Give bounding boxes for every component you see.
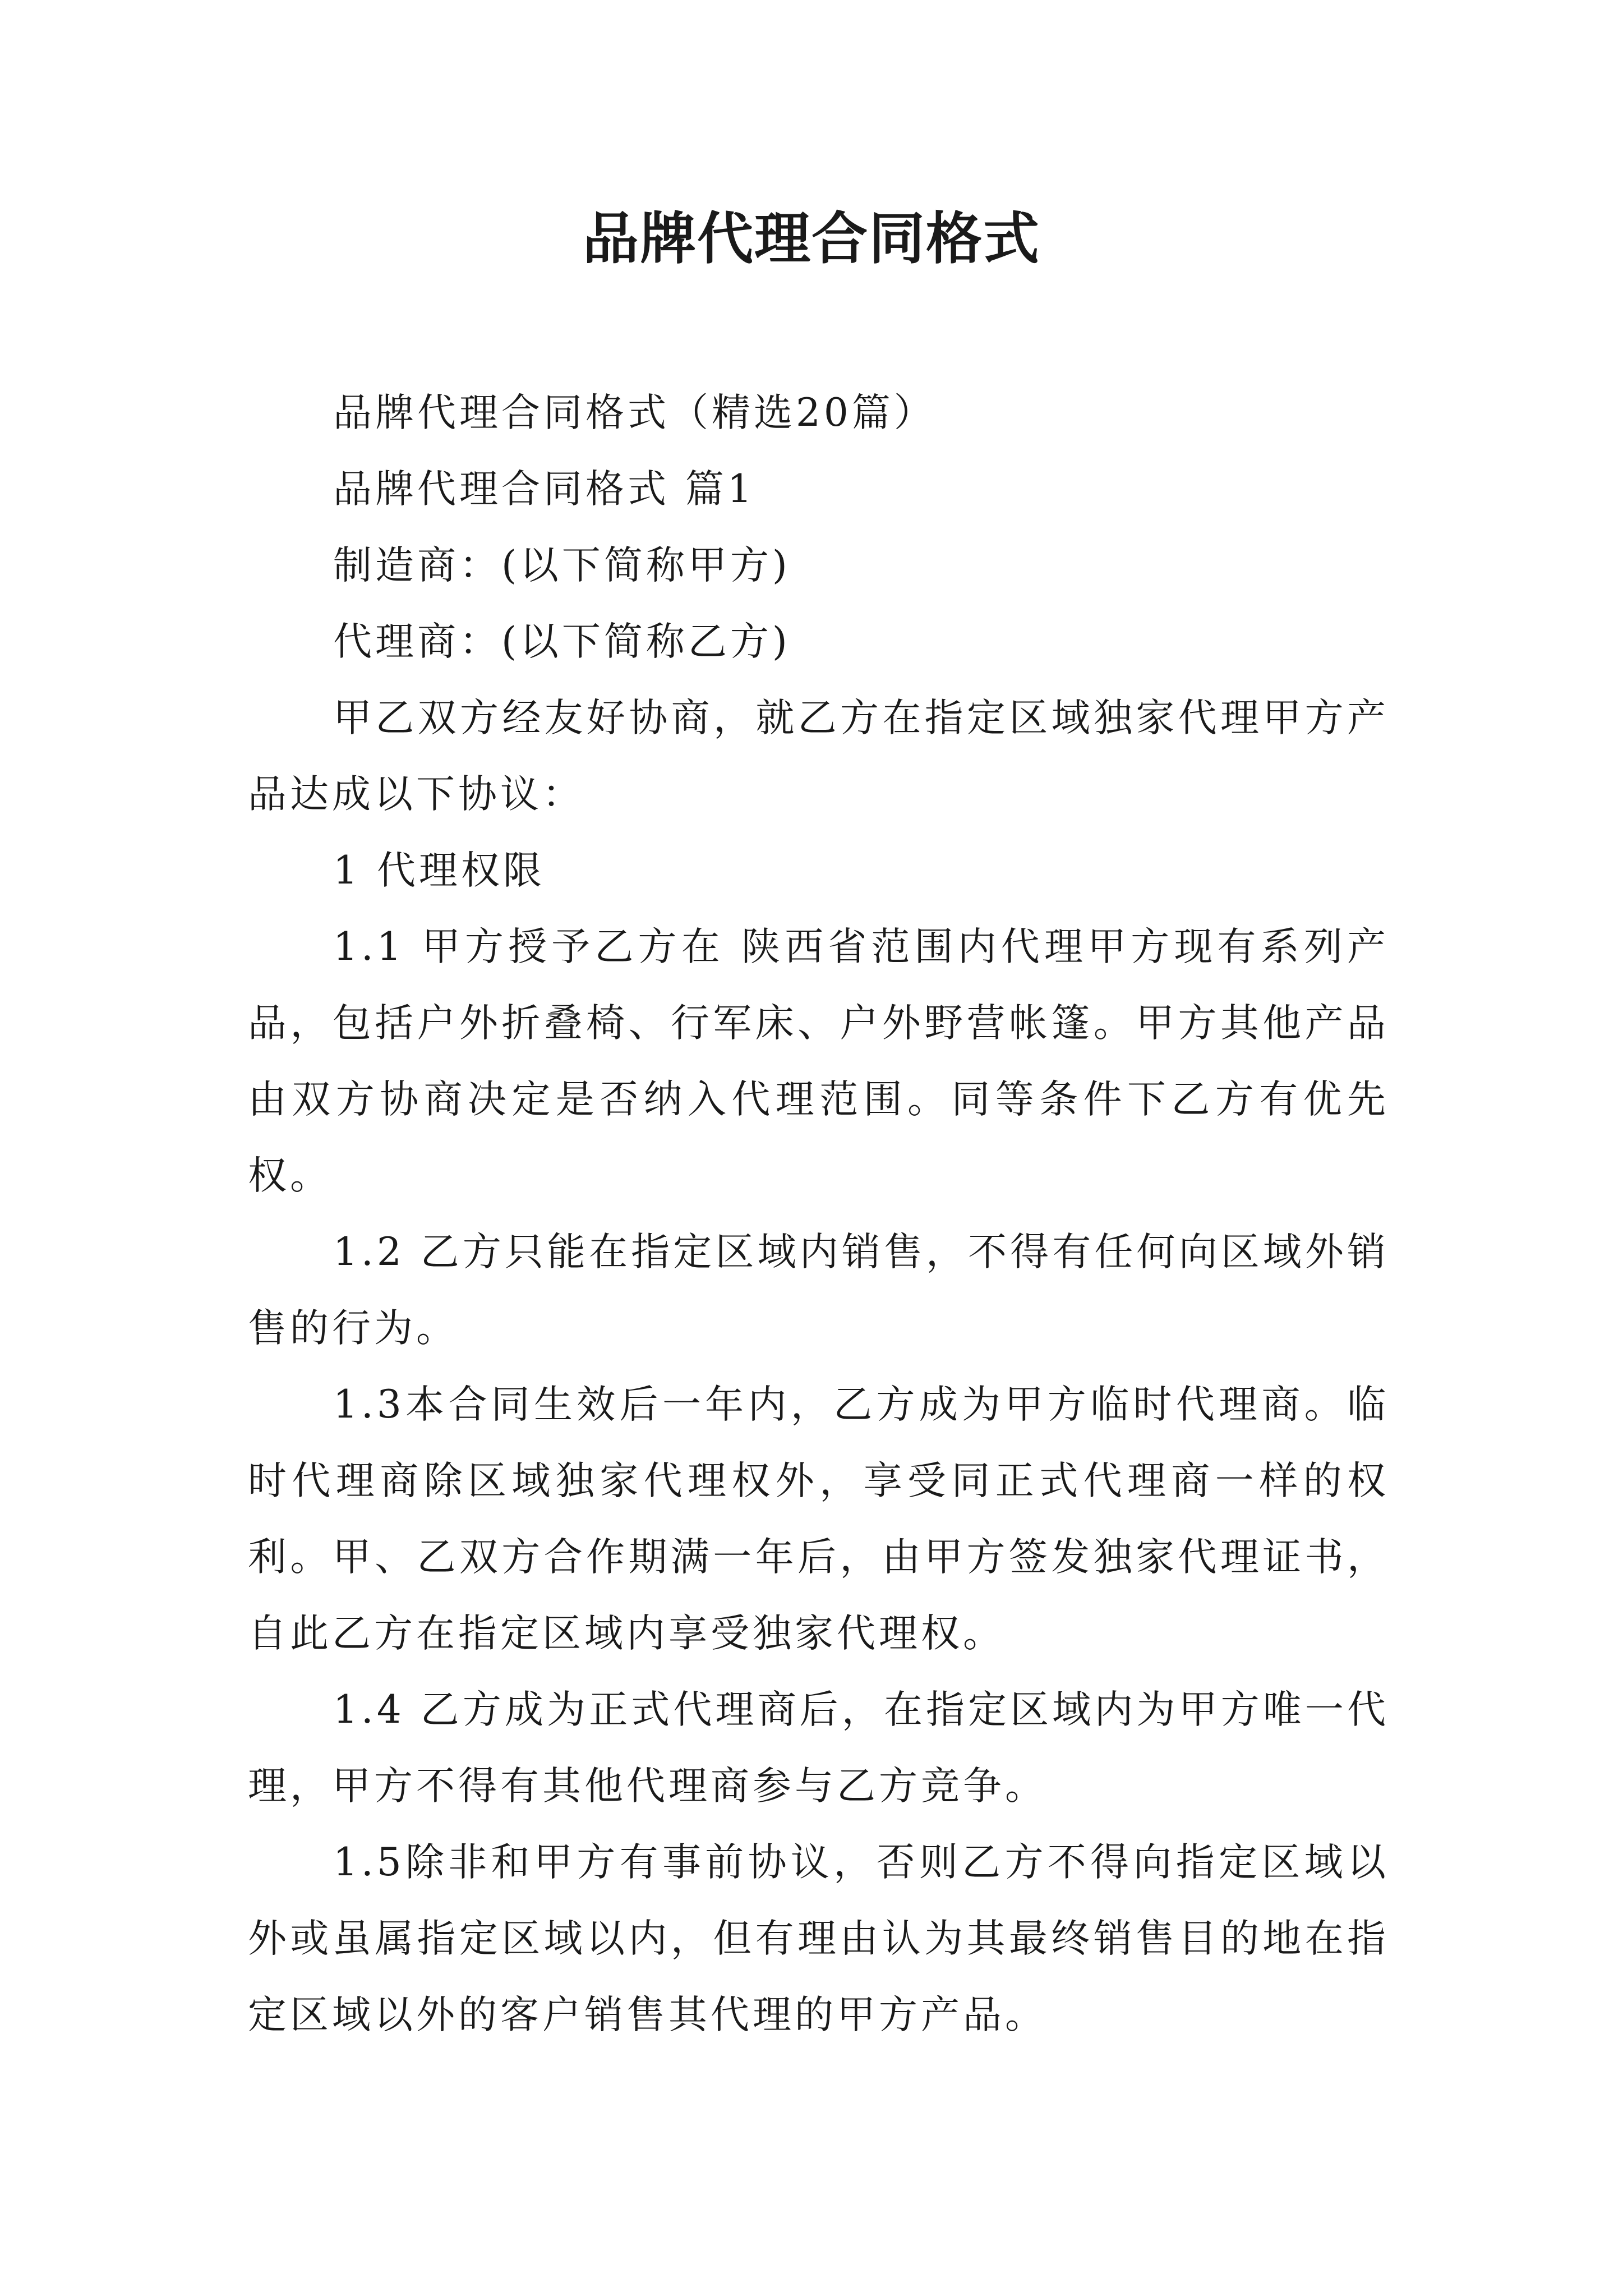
paragraph-party-a: 制造商：(以下简称甲方) <box>333 543 791 588</box>
paragraph-clause-1-3: 1.3本合同生效后一年内，乙方成为甲方临时代理商。临时代理商除区域独家代理权外，享受同正式代理商一样的权利。甲、乙双方合作期满一年后，由甲方签发独家代理证书，自此乙方在指定区域内享受独家代理权。 <box>248 1382 1389 1656</box>
document-body <box>248 375 1389 2053</box>
paragraph-preamble: 甲乙双方经友好协商，就乙方在指定区域独家代理甲方产品达成以下协议： <box>248 696 1389 817</box>
paragraph-clause-1-2: 1.2 乙方只能在指定区域内销售，不得有任何向区域外销售的行为。 <box>248 1230 1389 1351</box>
paragraph-clause-1-heading: 1 代理权限 <box>333 848 545 893</box>
paragraph-section-heading: 品牌代理合同格式 篇1 <box>333 467 755 512</box>
paragraph-clause-1-5: 1.5除非和甲方有事前协议，否则乙方不得向指定区域以外或虽属指定区域以内，但有理由认为其最终销售目的地在指定区域以外的客户销售其代理的甲方产品。 <box>248 1840 1389 2037</box>
paragraph-party-b: 代理商：(以下简称乙方) <box>333 619 791 664</box>
paragraph-clause-1-1: 1.1 甲方授予乙方在 陕西省范围内代理甲方现有系列产品，包括户外折叠椅、行军床、户外野营帐篷。甲方其他产品由双方协商决定是否纳入代理范围。同等条件下乙方有优先权。 <box>248 924 1389 1198</box>
paragraph-clause-1-4: 1.4 乙方成为正式代理商后，在指定区域内为甲方唯一代理，甲方不得有其他代理商参与乙方竞争。 <box>248 1687 1389 1809</box>
document-title: 品牌代理合同格式 <box>583 205 1040 272</box>
paragraph-subtitle: 品牌代理合同格式（精选20篇） <box>333 390 936 435</box>
